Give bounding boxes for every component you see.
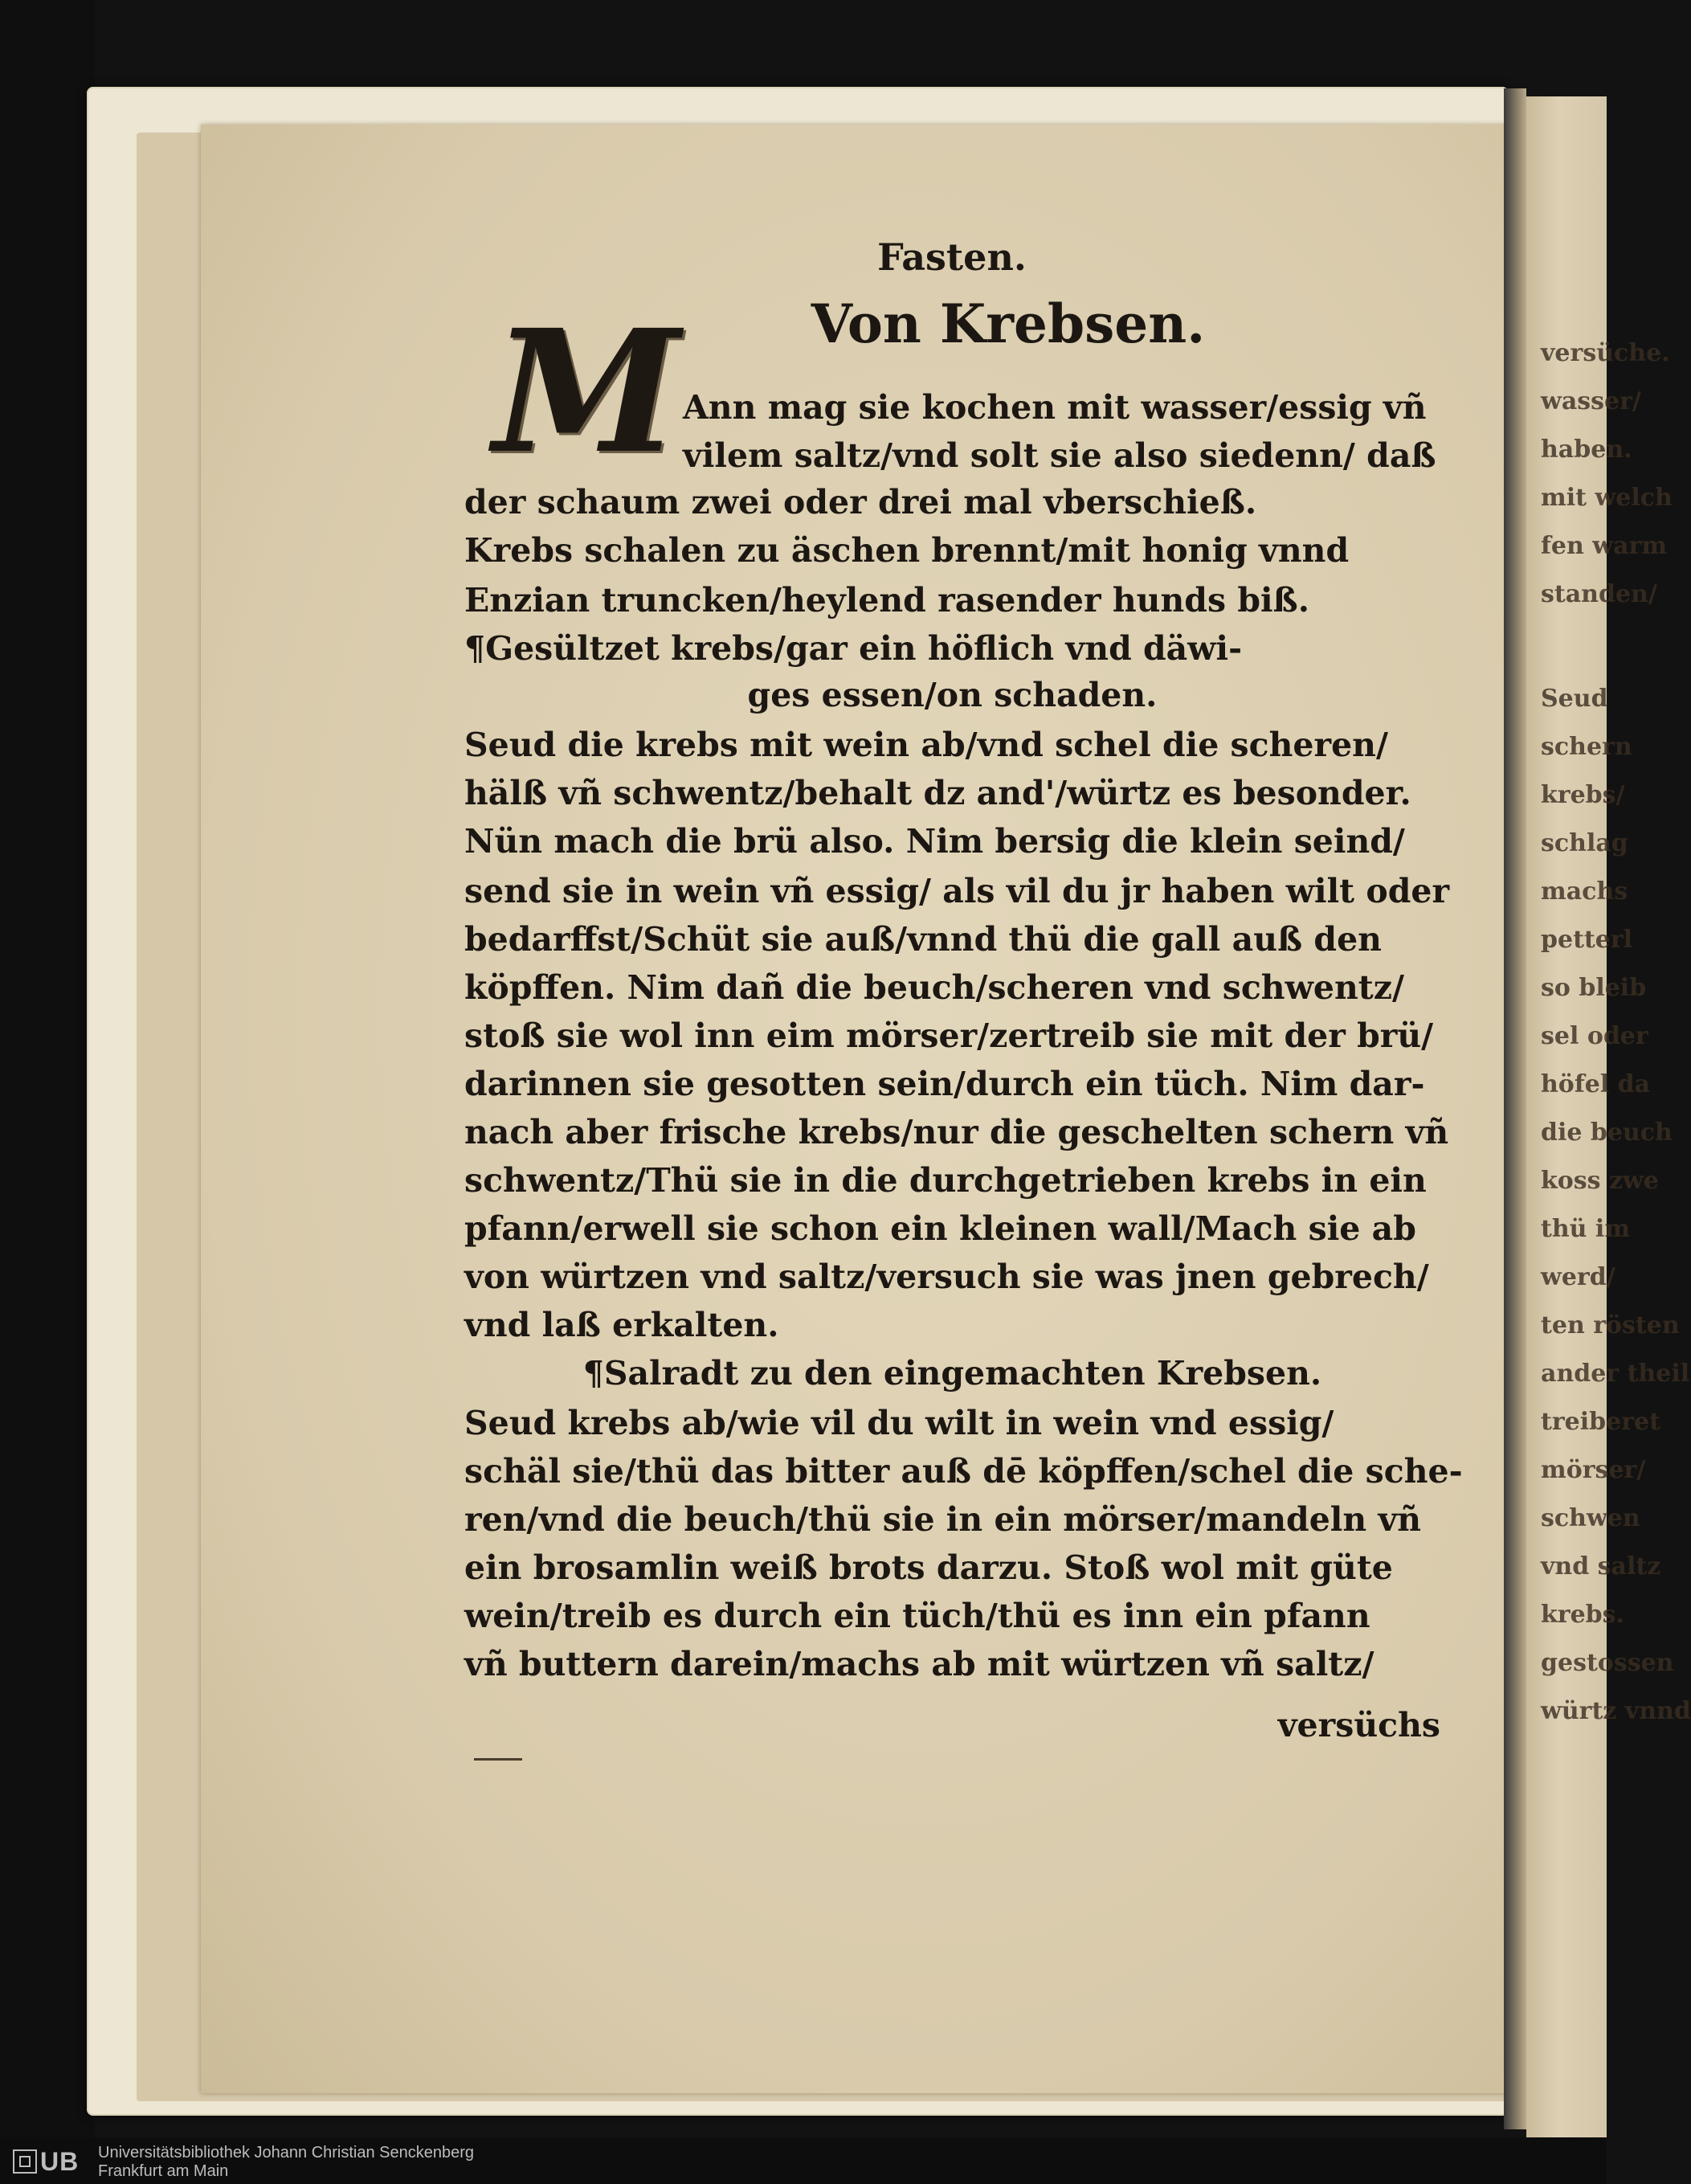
library-name: Universitätsbibliothek Johann Christian Senckenberg bbox=[98, 2144, 475, 2162]
facing-page-text: die beuch bbox=[1541, 1119, 1673, 1147]
facing-page-text: wasser/ bbox=[1541, 387, 1641, 415]
facing-page-text: ten rösten bbox=[1541, 1311, 1680, 1339]
logo-frame-icon bbox=[13, 2149, 37, 2174]
text-line: von würtzen vnd saltz/versuch sie was jnen gebrech/ bbox=[464, 1258, 1429, 1296]
scan-background bbox=[0, 0, 95, 2137]
text-line: Nün mach die brü also. Nim bersig die klein seind/ bbox=[464, 822, 1405, 861]
text-line: darinnen sie gesotten sein/durch ein tüch. Nim dar- bbox=[464, 1065, 1425, 1103]
facing-page-text: werd/ bbox=[1541, 1263, 1615, 1291]
footer-bar bbox=[0, 2137, 1607, 2184]
text-line: bedarffst/Schüt sie auß/vnnd thü die gall auß den bbox=[464, 920, 1382, 959]
page-title: Von Krebsen. bbox=[811, 292, 1206, 355]
facing-page-text: fen warm bbox=[1541, 532, 1668, 560]
text-line: ren/vnd die beuch/thü sie in ein mörser/mandeln vñ bbox=[464, 1500, 1422, 1539]
text-line: ges essen/on schaden. bbox=[747, 676, 1158, 714]
facing-page-text: versüche. bbox=[1541, 339, 1670, 367]
text-line: köpffen. Nim dañ die beuch/scheren vnd schwentz/ bbox=[464, 968, 1404, 1007]
facing-page-text: mit welch bbox=[1541, 484, 1673, 512]
facing-page-text: vnd saltz bbox=[1541, 1552, 1661, 1581]
library-city: Frankfurt am Main bbox=[98, 2162, 229, 2180]
facing-page-text: mörser/ bbox=[1541, 1456, 1646, 1484]
facing-page-text: thü im bbox=[1541, 1215, 1631, 1243]
text-line: der schaum zwei oder drei mal vberschieß. bbox=[464, 483, 1257, 521]
running-head: Fasten. bbox=[877, 235, 1027, 279]
text-line: Seud krebs ab/wie vil du wilt in wein vnd essig/ bbox=[464, 1404, 1334, 1442]
logo-mark: UB bbox=[40, 2146, 80, 2176]
facing-page-text: petterl bbox=[1541, 926, 1633, 954]
facing-page-fragment bbox=[1526, 96, 1691, 2137]
drop-cap-initial: M bbox=[492, 292, 680, 491]
text-line: vilem saltz/vnd solt sie also siedenn/ daß bbox=[683, 436, 1436, 475]
text-line: pfann/erwell sie schon ein kleinen wall/Mach sie ab bbox=[464, 1209, 1416, 1248]
text-line: schäl sie/thü das bitter auß dē köpffen/schel die sche- bbox=[464, 1452, 1463, 1491]
text-line: Krebs schalen zu äschen brennt/mit honig vnnd bbox=[464, 531, 1350, 570]
facing-page-text: würtz vnnd bbox=[1541, 1697, 1691, 1725]
library-credit bbox=[98, 2144, 474, 2181]
text-line: wein/treib es durch ein tüch/thü es inn ein pfann bbox=[464, 1597, 1370, 1635]
text-line: ¶Gesültzet krebs/gar ein höflich vnd däwi- bbox=[464, 629, 1243, 668]
facing-page-text: schwen bbox=[1541, 1504, 1640, 1532]
text-line: ein brosamlin weiß brots darzu. Stoß wol mit güte bbox=[464, 1548, 1393, 1587]
facing-page-text: krebs. bbox=[1541, 1601, 1624, 1629]
facing-page-text: schlag bbox=[1541, 829, 1628, 857]
text-line: send sie in wein vñ essig/ als vil du jr haben wilt oder bbox=[464, 872, 1450, 910]
text-line: Seud die krebs mit wein ab/vnd schel die scheren/ bbox=[464, 726, 1388, 764]
facing-page-text: krebs/ bbox=[1541, 781, 1625, 809]
facing-page-text: sel oder bbox=[1541, 1022, 1648, 1050]
text-line: versüchs bbox=[1277, 1706, 1440, 1744]
facing-page-text: schern bbox=[1541, 733, 1632, 761]
facing-page-text: Seud bbox=[1541, 685, 1608, 713]
book-gutter bbox=[1504, 88, 1526, 2129]
library-logo bbox=[8, 2147, 84, 2176]
catchword-rule bbox=[474, 1758, 522, 1761]
text-line: ¶Salradt zu den eingemachten Krebsen. bbox=[582, 1354, 1322, 1393]
text-line: nach aber frische krebs/nur die geschelten schern vñ bbox=[464, 1113, 1449, 1151]
facing-page-text: ander theil bbox=[1541, 1360, 1690, 1388]
text-line: Ann mag sie kochen mit wasser/essig vñ bbox=[683, 388, 1427, 427]
text-line: hälß vñ schwentz/behalt dz and'/würtz es besonder. bbox=[464, 774, 1411, 812]
text-line: vnd laß erkalten. bbox=[464, 1306, 779, 1344]
facing-page-text: gestossen bbox=[1541, 1649, 1674, 1677]
facing-page-text: koss zwe bbox=[1541, 1167, 1659, 1195]
text-line: vñ buttern darein/machs ab mit würtzen vñ saltz/ bbox=[464, 1645, 1374, 1683]
text-line: schwentz/Thü sie in die durchgetrieben krebs in ein bbox=[464, 1161, 1427, 1200]
facing-page-text: standen/ bbox=[1541, 580, 1657, 608]
text-line: Enzian truncken/heylend rasender hunds biß. bbox=[464, 581, 1309, 620]
facing-page-text: machs bbox=[1541, 877, 1628, 906]
facing-page-text: haben. bbox=[1541, 436, 1632, 464]
facing-page-text: so bleib bbox=[1541, 974, 1647, 1002]
text-line: stoß sie wol inn eim mörser/zertreib sie mit der brü/ bbox=[464, 1016, 1434, 1055]
facing-page-text: höfel da bbox=[1541, 1070, 1651, 1098]
facing-page-text: treiberet bbox=[1541, 1408, 1660, 1436]
